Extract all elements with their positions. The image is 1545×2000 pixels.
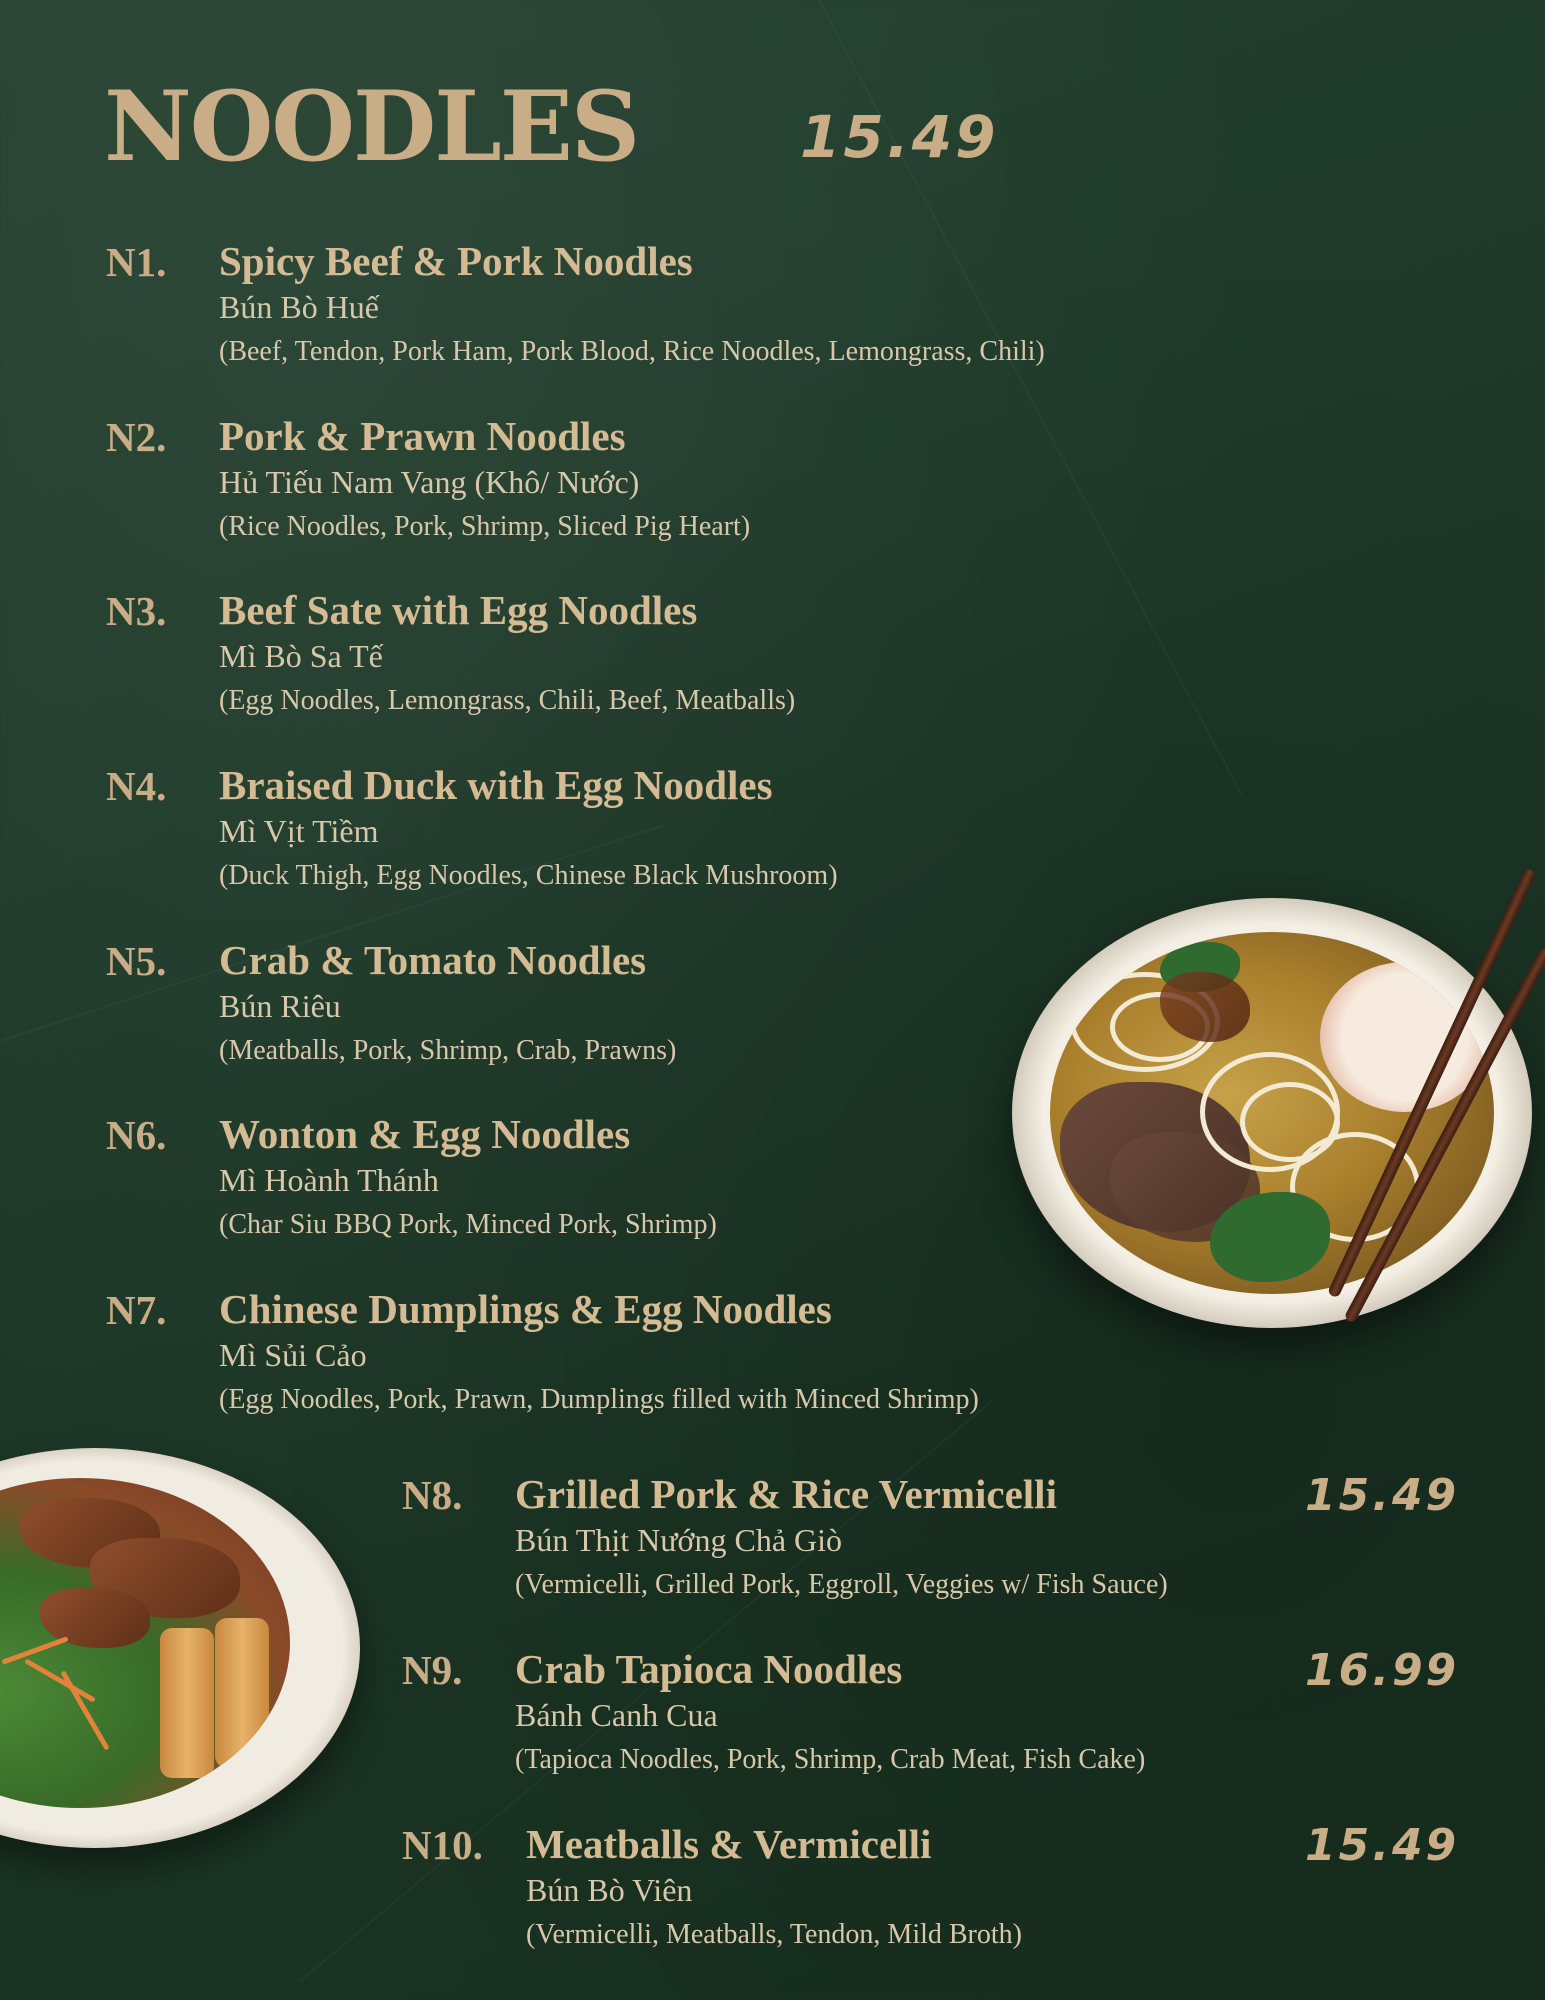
item-name: Pork & Prawn Noodles <box>219 413 626 459</box>
item-vietnamese-name: Bún Bò Huế <box>219 289 379 325</box>
item-vietnamese-name: Bánh Canh Cua <box>515 1697 718 1733</box>
item-vietnamese-name: Hủ Tiếu Nam Vang (Khô/ Nước) <box>219 464 640 500</box>
item-description: (Vermicelli, Meatballs, Tendon, Mild Broth) <box>526 1919 1022 1950</box>
item-vietnamese-name: Mì Vịt Tiềm <box>219 813 379 849</box>
item-code: N4. <box>106 763 167 809</box>
item-vietnamese-name: Mì Sủi Cảo <box>219 1337 367 1373</box>
item-code: N6. <box>106 1112 167 1158</box>
item-code: N8. <box>402 1472 463 1518</box>
item-code: N5. <box>106 938 167 984</box>
vermicelli-plate-image <box>0 1448 360 1848</box>
item-vietnamese-name: Bún Bò Viên <box>526 1872 693 1908</box>
item-code: N1. <box>106 239 167 285</box>
page-title: NOODLES <box>104 70 639 183</box>
item-vietnamese-name: Mì Bò Sa Tế <box>219 638 383 674</box>
item-price: 16.99 <box>1305 1645 1460 1696</box>
item-description: (Char Siu BBQ Pork, Minced Pork, Shrimp) <box>219 1209 717 1240</box>
item-code: N7. <box>106 1287 167 1333</box>
item-name: Beef Sate with Egg Noodles <box>219 587 698 633</box>
item-description: (Egg Noodles, Lemongrass, Chili, Beef, Meatballs) <box>219 685 796 716</box>
item-name: Meatballs & Vermicelli <box>526 1821 932 1867</box>
item-code: N10. <box>402 1822 483 1868</box>
item-price: 15.49 <box>1305 1820 1460 1871</box>
item-description: (Meatballs, Pork, Shrimp, Crab, Prawns) <box>219 1035 677 1066</box>
item-name: Grilled Pork & Rice Vermicelli <box>515 1471 1057 1517</box>
item-description: (Vermicelli, Grilled Pork, Eggroll, Veggies w/ Fish Sauce) <box>515 1569 1168 1600</box>
item-code: N3. <box>106 588 167 634</box>
item-description: (Tapioca Noodles, Pork, Shrimp, Crab Meat, Fish Cake) <box>515 1744 1146 1775</box>
item-code: N9. <box>402 1647 463 1693</box>
item-code: N2. <box>106 414 167 460</box>
item-name: Chinese Dumplings & Egg Noodles <box>219 1286 832 1332</box>
item-name: Wonton & Egg Noodles <box>219 1111 631 1157</box>
item-name: Braised Duck with Egg Noodles <box>219 762 773 808</box>
item-vietnamese-name: Mì Hoành Thánh <box>219 1162 439 1198</box>
item-description: (Rice Noodles, Pork, Shrimp, Sliced Pig Heart) <box>219 511 751 542</box>
item-vietnamese-name: Bún Riêu <box>219 988 341 1024</box>
item-name: Crab & Tomato Noodles <box>219 937 647 983</box>
item-vietnamese-name: Bún Thịt Nướng Chả Giò <box>515 1522 843 1558</box>
section-price: 15.49 <box>800 103 999 171</box>
item-description: (Beef, Tendon, Pork Ham, Pork Blood, Rice Noodles, Lemongrass, Chili) <box>219 336 1045 367</box>
item-price: 15.49 <box>1305 1470 1460 1521</box>
item-name: Crab Tapioca Noodles <box>515 1646 903 1692</box>
item-description: (Duck Thigh, Egg Noodles, Chinese Black Mushroom) <box>219 860 838 891</box>
item-description: (Egg Noodles, Pork, Prawn, Dumplings filled with Minced Shrimp) <box>219 1384 979 1415</box>
item-name: Spicy Beef & Pork Noodles <box>219 238 693 284</box>
